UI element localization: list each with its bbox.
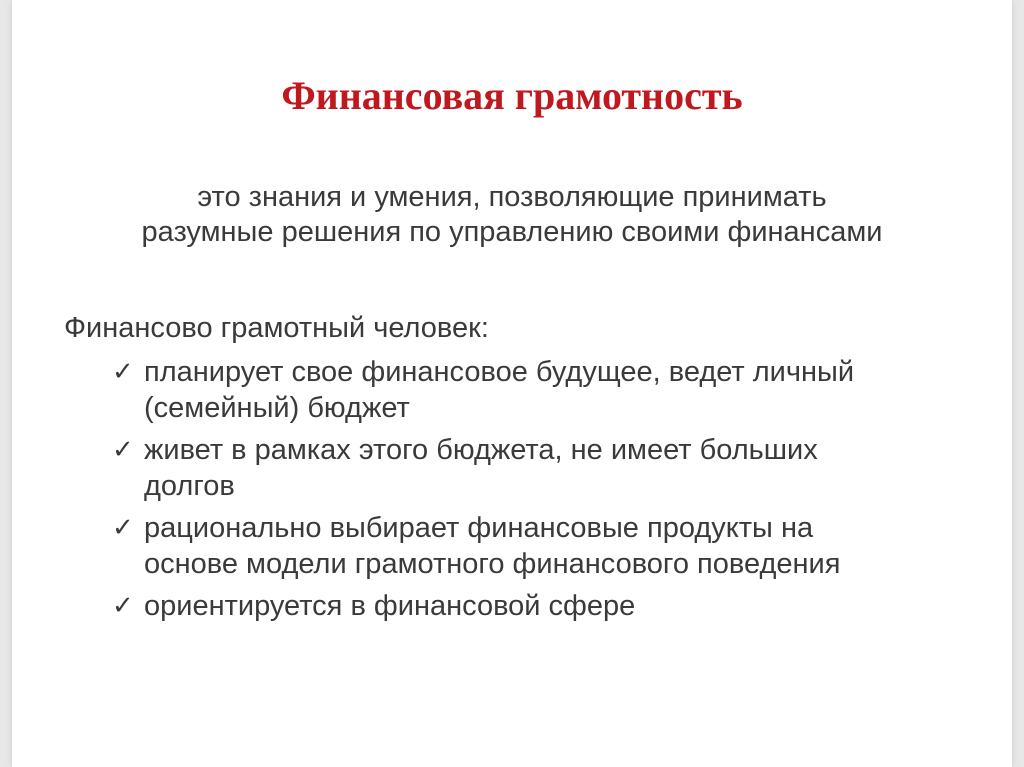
list-item-line: (семейный) бюджет	[144, 392, 410, 424]
list-item-line: планирует свое финансовое будущее, ведет личный	[144, 356, 855, 388]
definition-text	[12, 180, 1012, 250]
list-item	[112, 588, 992, 624]
list-item-text	[144, 432, 818, 504]
checkmark-icon: ✓	[112, 591, 134, 621]
slide	[12, 0, 1012, 767]
definition-line-2: разумные решения по управлению своими финансами	[141, 216, 883, 248]
list-item-line: долгов	[144, 470, 235, 502]
list-item	[112, 354, 992, 426]
slide-title: Финансовая грамотность	[281, 73, 743, 118]
list-item-line: основе модели грамотного финансового поведения	[144, 548, 841, 580]
list-item-line: ориентируется в финансовой сфере	[144, 590, 636, 622]
list-item-text	[144, 588, 635, 624]
list-item-text	[144, 510, 840, 582]
checkmark-icon: ✓	[112, 357, 134, 387]
list-item-text	[144, 354, 854, 426]
list-item-line: живет в рамках этого бюджета, не имеет больших	[144, 434, 818, 466]
checklist	[112, 354, 992, 630]
checkmark-icon: ✓	[112, 435, 134, 465]
list-item	[112, 510, 992, 582]
subheading: Финансово грамотный человек:	[64, 312, 489, 344]
checkmark-icon: ✓	[112, 513, 134, 543]
list-item	[112, 432, 992, 504]
definition-line-1: это знания и умения, позволяющие принимать	[197, 181, 827, 213]
list-item-line: рационально выбирает финансовые продукты на	[144, 512, 814, 544]
